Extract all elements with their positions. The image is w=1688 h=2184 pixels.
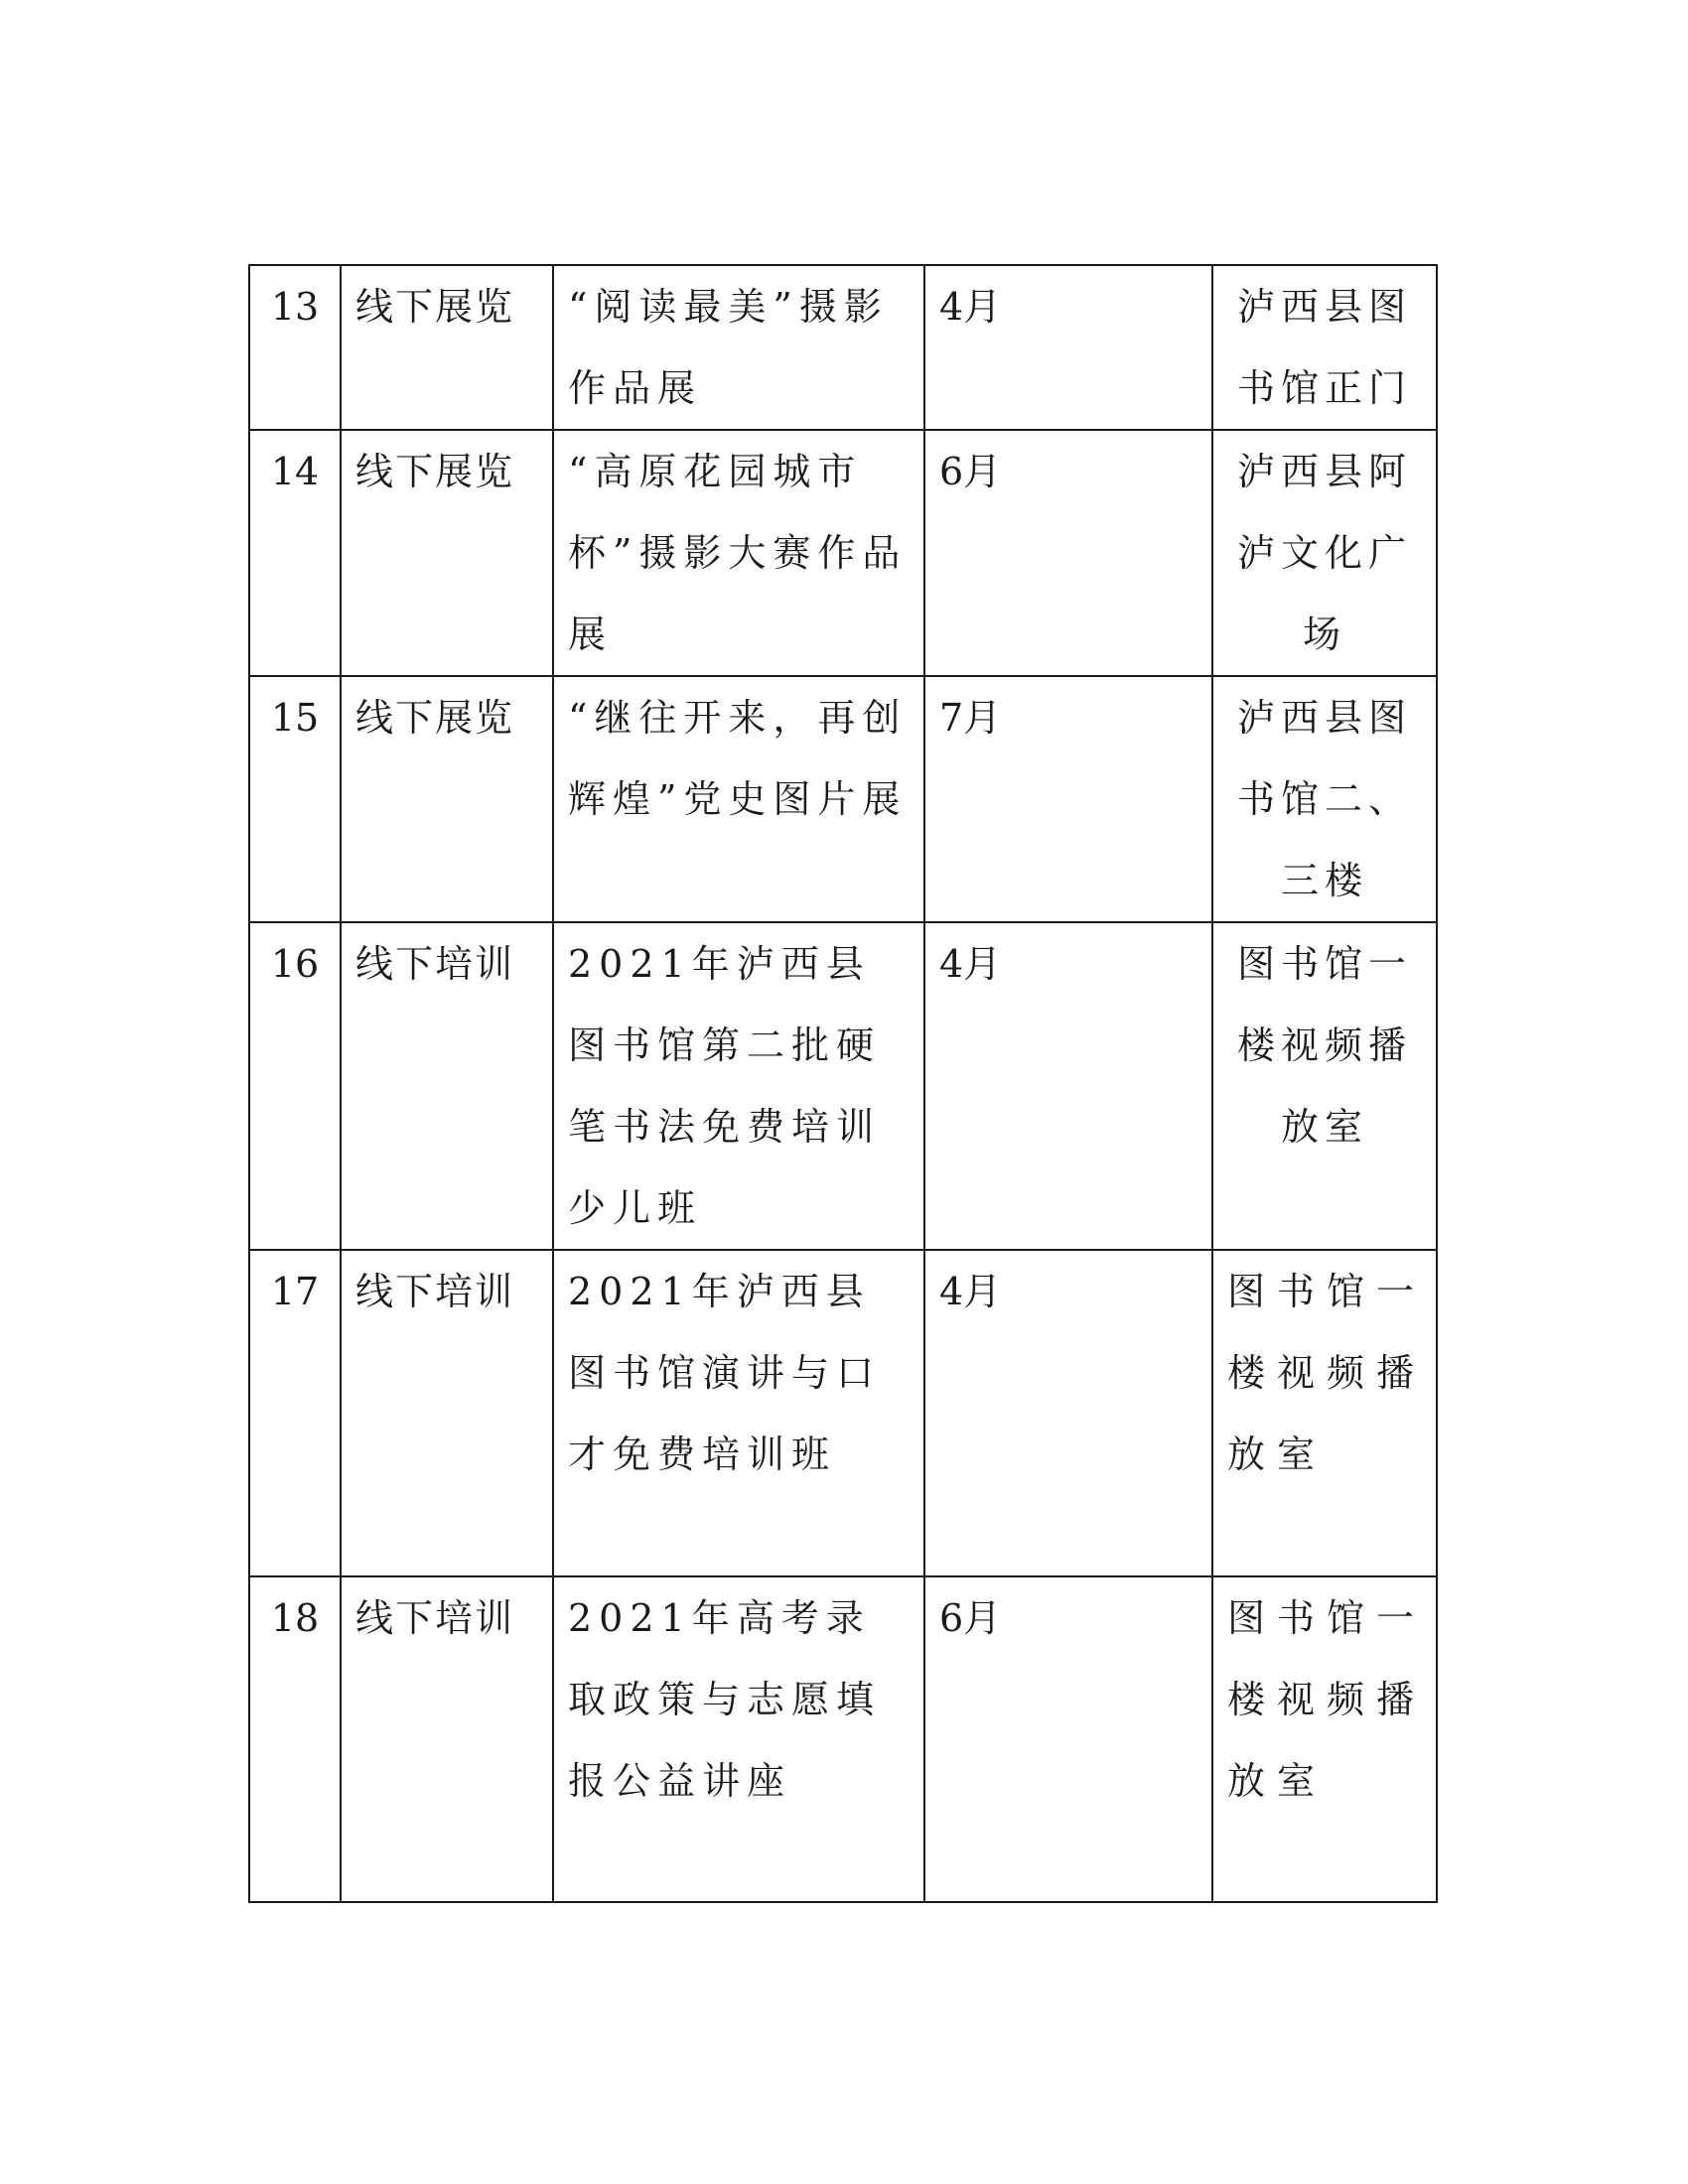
row-number: 13	[249, 265, 341, 430]
activity-type: 线下展览	[341, 676, 553, 922]
activity-time: 6月	[924, 430, 1212, 676]
activity-location: 泸西县图书馆二、 三楼	[1212, 676, 1437, 922]
activity-type: 线下培训	[341, 1250, 553, 1576]
activity-name: 2021年泸西县图书馆演讲与口才免费培训班	[553, 1250, 924, 1576]
activity-time: 6月	[924, 1576, 1212, 1902]
activity-time: 4月	[924, 265, 1212, 430]
table-row	[249, 676, 1437, 922]
activity-type: 线下培训	[341, 1576, 553, 1902]
activity-name: “继往开来，再创辉煌”党史图片展	[553, 676, 924, 922]
activity-location: 泸西县阿泸文化广 场	[1212, 430, 1437, 676]
activity-location: 图书馆一楼视频播放室	[1212, 1576, 1437, 1902]
table-row	[249, 265, 1437, 430]
activity-time: 7月	[924, 676, 1212, 922]
activity-name: “阅读最美”摄影作品展	[553, 265, 924, 430]
activity-name: 2021年泸西县图书馆第二批硬笔书法免费培训少儿班	[553, 922, 924, 1250]
table-row	[249, 430, 1437, 676]
activity-type: 线下展览	[341, 265, 553, 430]
table-row	[249, 922, 1437, 1250]
table-row	[249, 1250, 1437, 1576]
activity-location: 泸西县图书馆正门	[1212, 265, 1437, 430]
activity-time: 4月	[924, 922, 1212, 1250]
activity-name: 2021年高考录取政策与志愿填报公益讲座	[553, 1576, 924, 1902]
activity-schedule-table	[248, 264, 1438, 1903]
row-number: 16	[249, 922, 341, 1250]
row-number: 15	[249, 676, 341, 922]
activity-location: 图书馆一楼视频播放室	[1212, 1250, 1437, 1576]
row-number: 18	[249, 1576, 341, 1902]
activity-name: “高原花园城市杯”摄影大赛作品展	[553, 430, 924, 676]
row-number: 17	[249, 1250, 341, 1576]
table-row	[249, 1576, 1437, 1902]
activity-time: 4月	[924, 1250, 1212, 1576]
activity-type: 线下培训	[341, 922, 553, 1250]
activity-type: 线下展览	[341, 430, 553, 676]
activity-location: 图书馆一楼视频播放室	[1212, 922, 1437, 1250]
row-number: 14	[249, 430, 341, 676]
